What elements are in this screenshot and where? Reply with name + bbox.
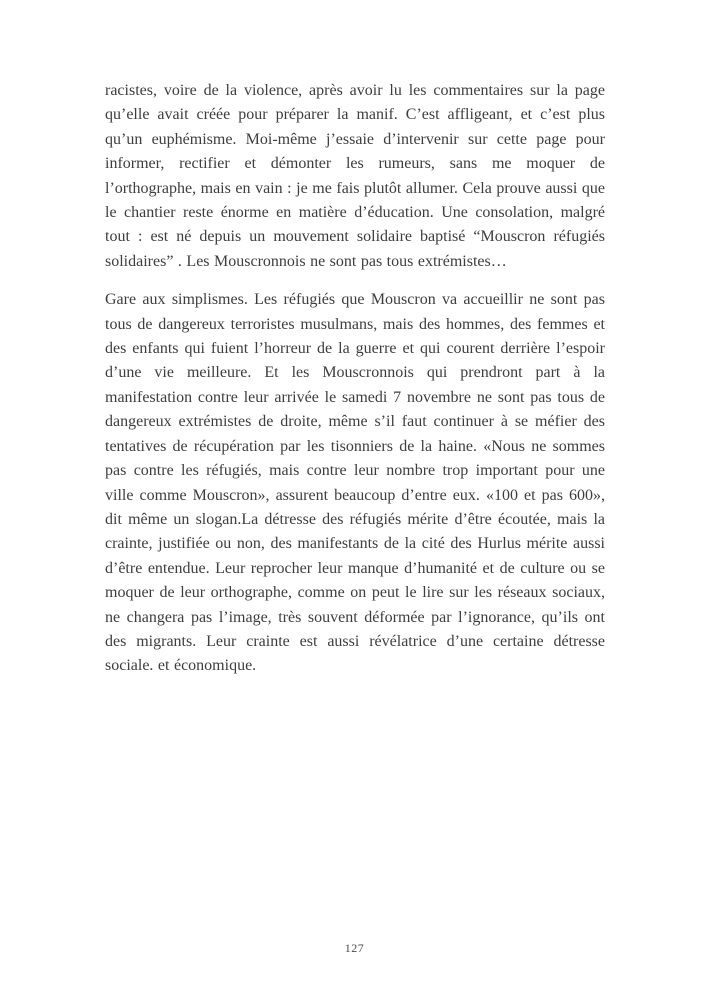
page-number: 127 [344,941,365,955]
paragraph: racistes, voire de la violence, après avoir lu les commentaires sur la page qu’elle avait créée pour préparer la manif. C’est affligeant, et c’est plus qu’un euphémisme. Moi-même j’essaie d’intervenir sur cette page pour informer, rectifier et démonter les rumeurs, sans me moquer de l’orthographe, mais en vain : je me fais plutôt allumer. Cela prouve aussi que le chantier reste énorme en matière d’éducation. Une consolation, malgré tout : est né depuis un mouvement solidaire baptisé “Mouscron réfugiés solidaires” . Les Mouscronnois ne sont pas tous extrémistes… [105,82,605,270]
text-block [105,79,605,693]
paragraph: Gare aux simplismes. Les réfugiés que Mouscron va accueillir ne sont pas tous de dangereux terroristes musulmans, mais des hommes, des femmes et des enfants qui fuient l’horreur de la guerre et qui courent derrière l’espoir d’une vie meilleure. Et les Mouscronnois qui prendront part à la manifestation contre leur arrivée le samedi 7 novembre ne sont pas tous de dangereux extrémistes de droite, même s’il faut continuer à se méfier des tentatives de récupération par les tisonniers de la haine. «Nous ne sommes pas contre les réfugiés, mais contre leur nombre trop important pour une ville comme Mouscron», assurent beaucoup d’entre eux. «100 et pas 600», dit même un slogan.La détresse des réfugiés mérite d’être écoutée, mais la crainte, justifiée ou non, des manifestants de la cité des Hurlus mérite aussi d’être entendue. Leur reprocher leur manque d’humanité et de culture ou se moquer de leur orthographe, comme on peut le lire sur les réseaux sociaux, ne changera pas l’image, très souvent déformée par l’ignorance, qu’ils ont des migrants. Leur crainte est aussi révélatrice d’une certaine détresse sociale. et économique. [105,291,605,675]
